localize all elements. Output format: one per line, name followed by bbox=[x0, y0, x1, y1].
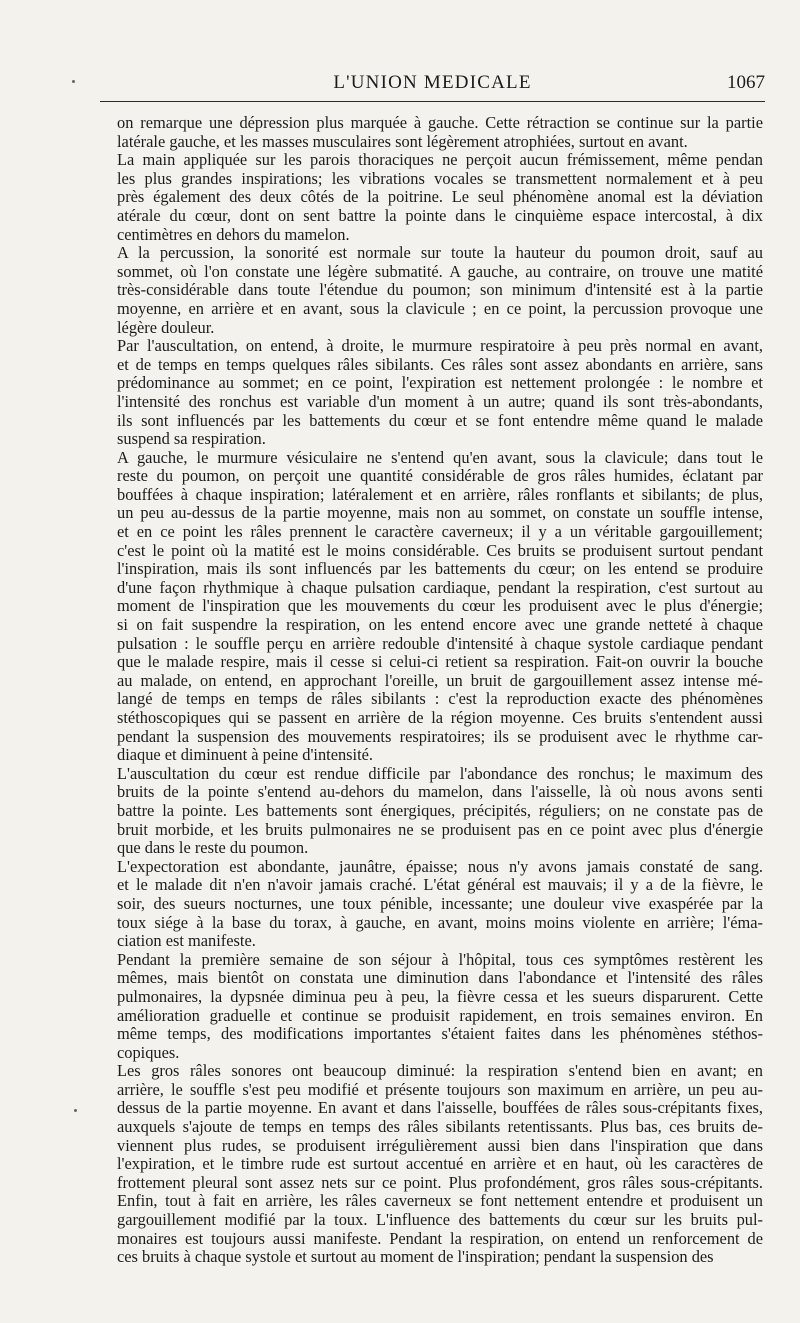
text-line: un peu au-dessus de la partie moyenne, mais non au sommet, on constate un souffle intense, bbox=[117, 503, 763, 523]
text-line: L'auscultation du cœur est rendue difficile par l'abondance des ronchus; le maximum des bbox=[117, 763, 763, 783]
text-line: sommet, où l'on constate une légère submatité. A gauche, au contraire, on trouve une matité bbox=[117, 261, 763, 281]
print-speck bbox=[72, 80, 75, 83]
text-line: si on fait suspendre la respiration, on les entend encore avec une grande netteté à chaque bbox=[117, 615, 763, 635]
text-line: l'inspiration, mais ils sont influencés par les battements du cœur; on les entend se produire bbox=[117, 559, 763, 579]
text-line: auxquels s'ajoute de temps en temps des râles sibilants retentissants. Plus bas, ces bruits de- bbox=[117, 1117, 763, 1137]
text-line: les plus grandes inspirations; les vibrations vocales se transmettent normalement et à peu bbox=[117, 168, 763, 188]
header-rule bbox=[100, 101, 765, 102]
paragraph bbox=[117, 337, 763, 449]
text-line: et de temps en temps quelques râles sibilants. Ces râles sont assez abondants en arrière, sans bbox=[117, 354, 763, 374]
text-line: même temps, des modifications importantes s'étaient faites dans les phénomènes stéthos- bbox=[117, 1024, 763, 1044]
text-line: on remarque une dépression plus marquée à gauche. Cette rétraction se continue sur la partie bbox=[117, 113, 763, 132]
text-line: que dans le reste du poumon. bbox=[117, 838, 309, 858]
text-line: monaires est toujours aussi manifeste. Pendant la respiration, on entend un renforcement de bbox=[117, 1228, 763, 1248]
text-line: pendant la suspension des mouvements respiratoires; ils se produisent avec le rhythme car- bbox=[117, 726, 763, 746]
paragraph bbox=[117, 765, 763, 858]
text-line: l'intensité des ronchus est variable d'un moment à un autre; quand ils sont très-abondants, bbox=[117, 391, 763, 411]
text-line: latérale gauche, et les masses musculaires sont légèrement atrophiées, surtout en avant. bbox=[117, 131, 688, 151]
text-line: langé de temps en temps de râles sibilants : c'est la reproduction exacte des phénomènes bbox=[117, 689, 763, 709]
text-line: Pendant la première semaine de son séjour à l'hôpital, tous ces symptômes restèrent les bbox=[117, 949, 763, 969]
text-line: pulmonaires, la dypsnée diminua peu à peu, la fièvre cessa et les sueurs disparurent. Cette bbox=[117, 986, 763, 1006]
text-line: très-considérable dans toute l'étendue du poumon; son minimum d'intensité est à la partie bbox=[117, 280, 763, 300]
text-line: La main appliquée sur les parois thoraciques ne perçoit aucun frémissement, même pendan bbox=[117, 150, 763, 170]
text-line: reste du poumon, on perçoit une quantité considérable de gros râles humides, éclatant par bbox=[117, 466, 763, 486]
text-line: moment de l'inspiration que les mouvements du cœur les produisent avec le plus d'énergie; bbox=[117, 596, 763, 616]
paragraph bbox=[117, 951, 763, 1063]
page-number: 1067 bbox=[727, 72, 765, 93]
text-line: légère douleur. bbox=[117, 317, 215, 337]
paragraph bbox=[117, 858, 763, 951]
text-line: Par l'auscultation, on entend, à droite, le murmure respiratoire à peu près normal en avant, bbox=[117, 336, 763, 356]
text-line: A gauche, le murmure vésiculaire ne s'entend qu'en avant, sous la clavicule; dans tout le bbox=[117, 447, 763, 467]
page-header bbox=[100, 72, 765, 100]
text-line: battre la pointe. Les battements sont énergiques, précipités, réguliers; on ne constate pas de bbox=[117, 800, 763, 820]
text-line: ces bruits à chaque systole et surtout au moment de l'inspiration; pendant la suspension des bbox=[117, 1247, 714, 1267]
text-line: suspend sa respiration. bbox=[117, 429, 266, 449]
text-line: bruits de la pointe s'entend au-dehors du mamelon, dans l'aisselle, là où nous avons senti bbox=[117, 782, 763, 802]
text-line: A la percussion, la sonorité est normale sur toute la hauteur du poumon droit, sauf au bbox=[117, 243, 763, 263]
text-line: que le malade respire, mais il cesse si celui-ci retient sa respiration. Fait-on ouvrir la bouche bbox=[117, 652, 763, 672]
text-line: copiques. bbox=[117, 1042, 180, 1062]
paragraph bbox=[117, 114, 763, 151]
running-title: L'UNION MEDICALE bbox=[333, 72, 532, 93]
text-line: moyenne, en arrière et en avant, sous la clavicule ; en ce point, la percussion provoque une bbox=[117, 298, 763, 318]
paragraph bbox=[117, 1062, 763, 1267]
text-line: centimètres en dehors du mamelon. bbox=[117, 224, 350, 244]
text-line: bouffées à chaque inspiration; latéralement et en arrière, râles ronflants et sibilants; de plus, bbox=[117, 484, 763, 504]
text-line: atérale du cœur, dont on sent battre la pointe dans le cinquième espace intercostal, à dix bbox=[117, 205, 763, 225]
text-line: pulsation : le souffle perçu en arrière redouble d'intensité à chaque systole cardiaque pendant bbox=[117, 633, 763, 653]
text-line: et le malade dit n'en n'avoir jamais craché. L'état général est mauvais; il y a de la fièvre, le bbox=[117, 875, 763, 895]
text-line: près également des deux côtés de la poitrine. Le seul phénomène anomal est la déviation bbox=[117, 187, 763, 207]
text-line: dessus de la partie moyenne. En avant et dans l'aisselle, bouffées de râles sous-crépitants fixes, bbox=[117, 1098, 763, 1118]
text-line: l'expiration, et le timbre rude est surtout accentué en arrière et en haut, où les caractères de bbox=[117, 1154, 763, 1174]
print-speck bbox=[74, 1109, 77, 1112]
text-line: ils sont influencés par les battements du cœur et se font entendre même quand le malade bbox=[117, 410, 763, 430]
text-line: prédominance au sommet; en ce point, l'expiration est nettement prolongée : le nombre et bbox=[117, 373, 763, 393]
article-body bbox=[117, 114, 763, 1267]
text-line: L'expectoration est abondante, jaunâtre, épaisse; nous n'y avons jamais constaté de sang. bbox=[117, 856, 763, 876]
text-line: amélioration graduelle et continue se produisit rapidement, en trois semaines environ. En bbox=[117, 1005, 763, 1025]
text-line: diaque et diminuent à peine d'intensité. bbox=[117, 745, 374, 765]
text-line: stéthoscopiques qui se passent en arrière de la région moyenne. Ces bruits s'entendent aussi bbox=[117, 708, 763, 727]
text-line: Enfin, tout à fait en arrière, les râles caverneux se font nettement entendre et produisent un bbox=[117, 1191, 763, 1211]
text-line: mêmes, mais bientôt on constata une diminution dans l'abondance et l'intensité des râles bbox=[117, 968, 763, 988]
text-line: soir, des sueurs nocturnes, une toux pénible, incessante; une douleur vive exaspérée par la bbox=[117, 893, 763, 913]
text-line: Les gros râles sonores ont beaucoup diminué: la respiration s'entend bien en avant; en bbox=[117, 1061, 763, 1081]
text-line: toux siége à la base du torax, à gauche, en avant, moins moins violente en arrière; l'éma- bbox=[117, 912, 763, 932]
text-line: c'est le point où la matité est le moins considérable. Ces bruits se produisent surtout pendant bbox=[117, 540, 763, 560]
paragraph bbox=[117, 449, 763, 765]
text-line: viennent plus rudes, se produisent irrégulièrement aussi bien dans l'inspiration que dans bbox=[117, 1135, 763, 1155]
text-line: bruit morbide, et les bruits pulmonaires ne se produisent pas en ce point avec plus d'énergie bbox=[117, 819, 763, 839]
text-line: gargouillement modifié par la toux. L'influence des battements du cœur sur les bruits pul- bbox=[117, 1210, 763, 1230]
text-line: d'une façon rhythmique à chaque pulsation cardiaque, pendant la respiration, c'est surtout au bbox=[117, 577, 763, 597]
text-line: ciation est manifeste. bbox=[117, 931, 256, 951]
text-line: frottement pleural sont assez nets sur ce point. Plus profondément, gros râles sous-crépitants. bbox=[117, 1172, 763, 1192]
paragraph bbox=[117, 151, 763, 244]
text-line: au malade, on entend, en approchant l'oreille, un bruit de gargouillement assez intense mé- bbox=[117, 670, 763, 690]
paragraph bbox=[117, 244, 763, 337]
text-line: arrière, le souffle s'est peu modifié et présente toujours son maximum en arrière, un peu au- bbox=[117, 1079, 763, 1099]
text-line: et en ce point les râles prennent le caractère caverneux; il y a un véritable gargouillement; bbox=[117, 522, 763, 542]
